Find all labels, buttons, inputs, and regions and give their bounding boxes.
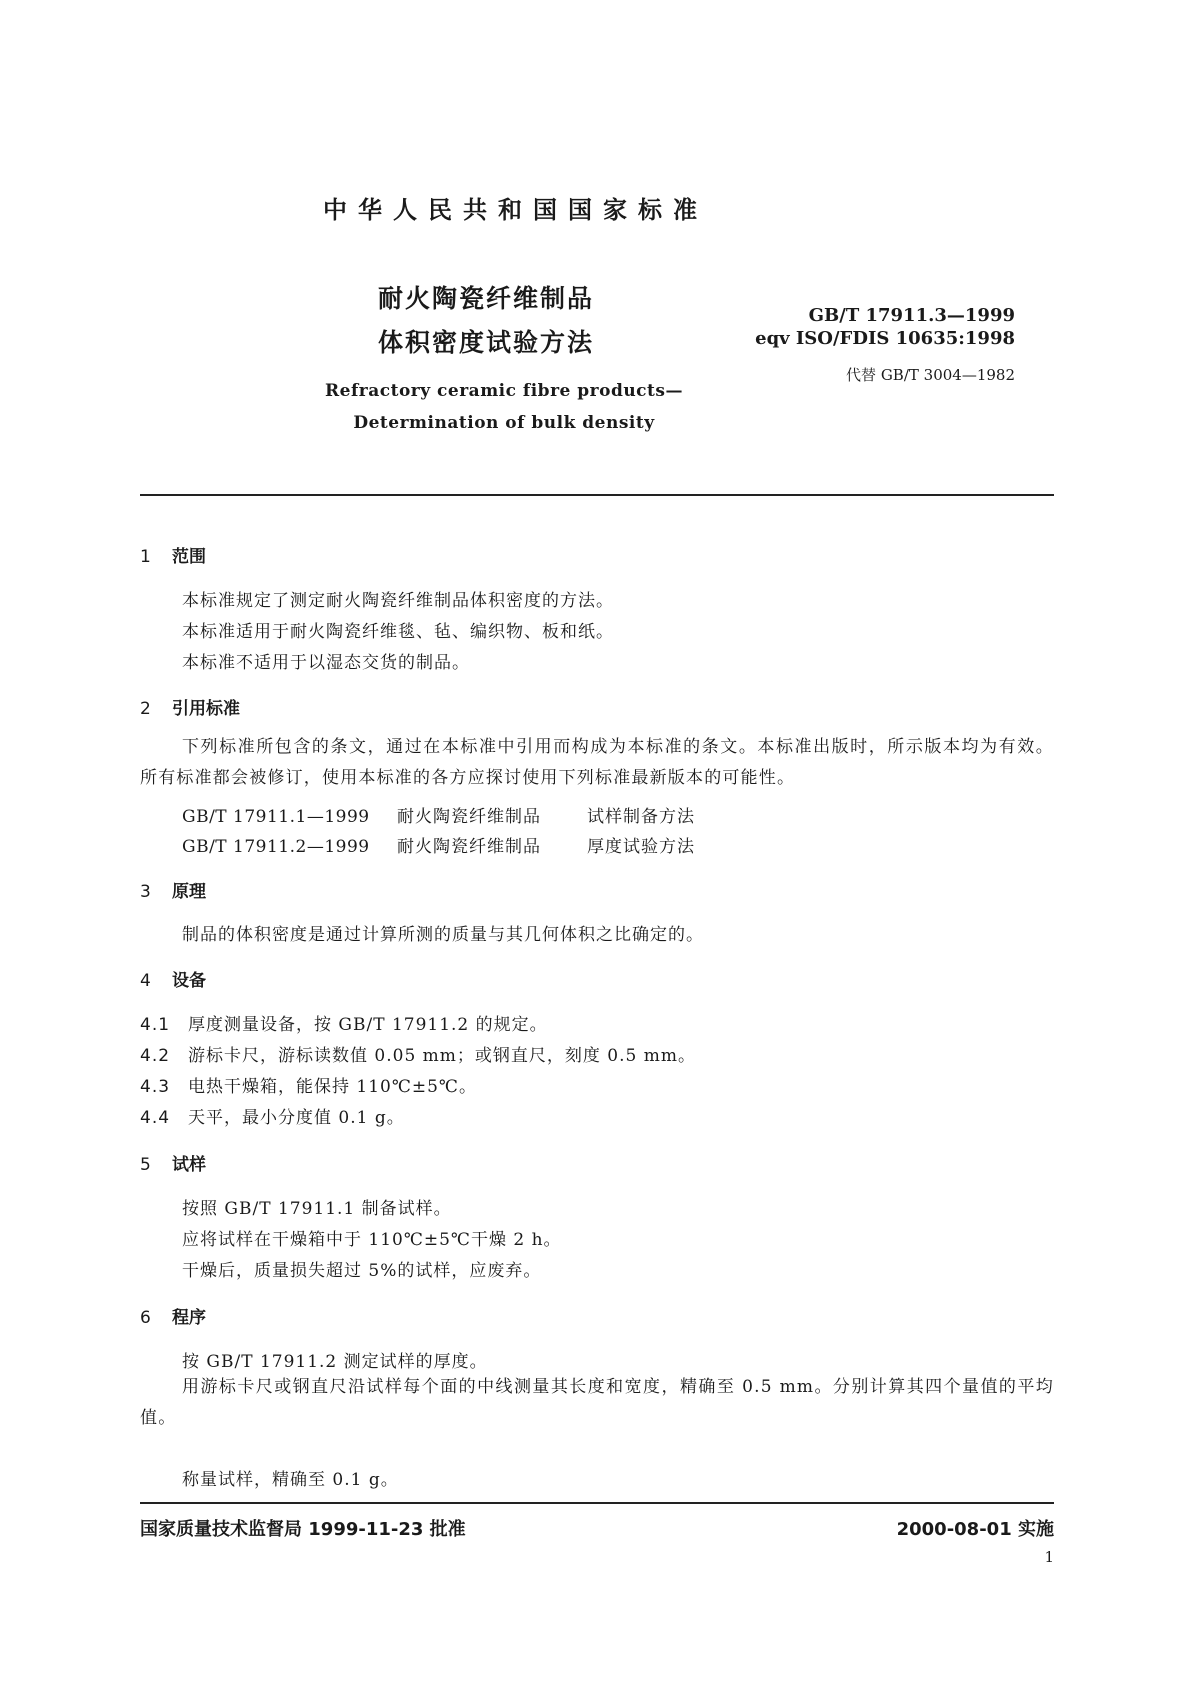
reference-code: GB/T 17911.1—1999 <box>182 807 370 827</box>
section-title: 设备 <box>172 971 206 991</box>
footer-divider <box>140 1502 1054 1504</box>
paragraph: 下列标准所包含的条文，通过在本标准中引用而构成为本标准的条文。本标准出版时，所示版本均为有效。所有标准都会被修订，使用本标准的各方应探讨使用下列标准最新版本的可能性。 <box>140 737 1054 788</box>
equipment-item <box>140 1072 477 1097</box>
section-number: 3 <box>140 882 151 902</box>
section-6-heading <box>140 1303 206 1328</box>
title-cn-line1: 耐火陶瓷纤维制品 <box>378 284 595 313</box>
header-divider <box>140 494 1054 496</box>
replaces-standard: 代替 GB/T 3004—1982 <box>846 366 1015 384</box>
section-title: 原理 <box>172 882 206 902</box>
paragraph: 本标准不适用于以湿态交货的制品。 <box>182 653 470 673</box>
section-3-heading <box>140 877 206 902</box>
reference-name: 耐火陶瓷纤维制品 <box>397 807 541 827</box>
paragraph: 本标准规定了测定耐火陶瓷纤维制品体积密度的方法。 <box>182 591 614 611</box>
item-text: 厚度测量设备，按 GB/T 17911.2 的规定。 <box>188 1015 548 1035</box>
item-text: 游标卡尺，游标读数值 0.05 mm；或钢直尺，刻度 0.5 mm。 <box>188 1046 696 1066</box>
item-text: 电热干燥箱，能保持 110℃±5℃。 <box>188 1077 477 1097</box>
section-2-heading <box>140 694 240 719</box>
national-standard-heading: 中华人民共和国国家标准 <box>323 196 708 224</box>
equipment-item <box>140 1010 548 1035</box>
section-number: 4 <box>140 971 151 991</box>
section-title: 程序 <box>172 1308 206 1328</box>
reference-code: GB/T 17911.2—1999 <box>182 837 370 857</box>
item-number: 4.2 <box>140 1046 171 1066</box>
paragraph: 制品的体积密度是通过计算所测的质量与其几何体积之比确定的。 <box>182 925 704 945</box>
section-title: 范围 <box>172 547 206 567</box>
section-number: 1 <box>140 547 151 567</box>
section-number: 2 <box>140 699 151 719</box>
item-number: 4.3 <box>140 1077 171 1097</box>
page-number: 1 <box>1044 1548 1054 1566</box>
paragraph: 用游标卡尺或钢直尺沿试样每个面的中线测量其长度和宽度，精确至 0.5 mm。分别计算其四个量值的平均值。 <box>140 1377 1054 1428</box>
section-1-heading <box>140 542 206 567</box>
section-title: 试样 <box>172 1155 206 1175</box>
implementation-date: 2000-08-01 实施 <box>896 1519 1054 1540</box>
reference-subtitle: 试样制备方法 <box>587 807 695 827</box>
equipment-item <box>140 1103 405 1128</box>
section-title: 引用标准 <box>172 699 240 719</box>
reference-subtitle: 厚度试验方法 <box>587 837 695 857</box>
paragraph: 本标准适用于耐火陶瓷纤维毯、毡、编织物、板和纸。 <box>182 622 614 642</box>
equivalent-standard: eqv ISO/FDIS 10635:1998 <box>755 328 1015 349</box>
item-number: 4.4 <box>140 1108 171 1128</box>
reference-item <box>182 832 695 857</box>
item-text: 天平，最小分度值 0.1 g。 <box>188 1108 405 1128</box>
reference-name: 耐火陶瓷纤维制品 <box>397 837 541 857</box>
approval-date: 国家质量技术监督局 1999-11-23 批准 <box>140 1519 466 1540</box>
section-number: 6 <box>140 1308 151 1328</box>
equipment-item <box>140 1041 696 1066</box>
item-number: 4.1 <box>140 1015 171 1035</box>
paragraph: 称量试样，精确至 0.1 g。 <box>182 1470 399 1490</box>
standard-number: GB/T 17911.3—1999 <box>808 305 1015 326</box>
section-number: 5 <box>140 1155 151 1175</box>
title-cn-line2: 体积密度试验方法 <box>378 328 595 357</box>
paragraph: 干燥后，质量损失超过 5%的试样，应废弃。 <box>182 1261 542 1281</box>
section-5-heading <box>140 1150 206 1175</box>
paragraph: 应将试样在干燥箱中于 110℃±5℃干燥 2 h。 <box>182 1230 562 1250</box>
reference-item <box>182 802 695 827</box>
title-en-line1: Refractory ceramic fibre products— <box>325 381 683 401</box>
paragraph: 按照 GB/T 17911.1 制备试样。 <box>182 1199 452 1219</box>
title-en-line2: Determination of bulk density <box>353 413 655 433</box>
paragraph: 按 GB/T 17911.2 测定试样的厚度。 <box>182 1352 488 1372</box>
section-4-heading <box>140 966 206 991</box>
